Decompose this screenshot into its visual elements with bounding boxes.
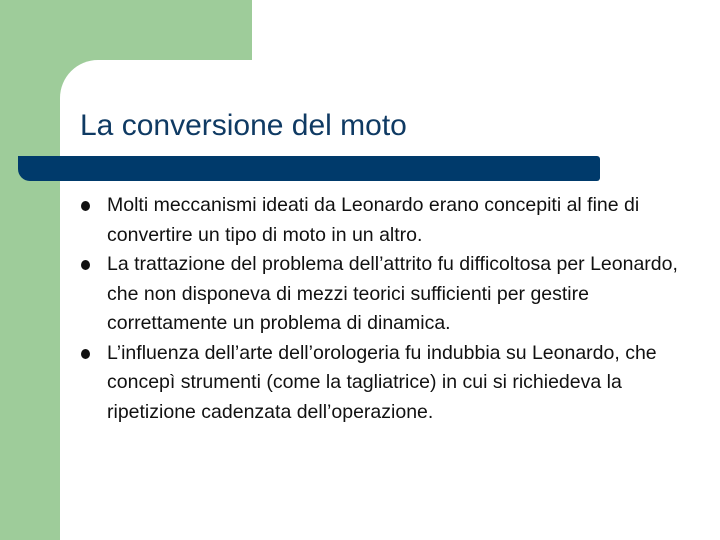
bullet-text: L’influenza dell’arte dell’orologeria fu indubbia su Leonardo, che concepì strumenti (come la tagliatrice) in cui si richiedeva la ripetizione cadenzata dell’operazione. xyxy=(107,341,657,423)
title-underline-bar xyxy=(18,156,600,181)
bullet-item xyxy=(80,191,695,250)
bullet-dot-icon xyxy=(81,201,90,211)
bullet-dot-icon xyxy=(81,349,90,359)
bullet-item xyxy=(80,250,695,339)
bullet-item xyxy=(80,339,695,428)
bullet-dot-icon xyxy=(81,260,90,270)
decorative-green-strip xyxy=(0,0,60,540)
bullet-text: Molti meccanismi ideati da Leonardo erano concepiti al fine di convertire un tipo di moto in un altro. xyxy=(107,194,640,246)
bullet-list xyxy=(80,191,695,427)
bullet-text: La trattazione del problema dell’attrito fu difficoltosa per Leonardo, che non disponeva di mezzi teorici sufficienti per gestire correttamente un problema di dinamica. xyxy=(107,253,678,334)
slide-title: La conversione del moto xyxy=(80,109,407,142)
